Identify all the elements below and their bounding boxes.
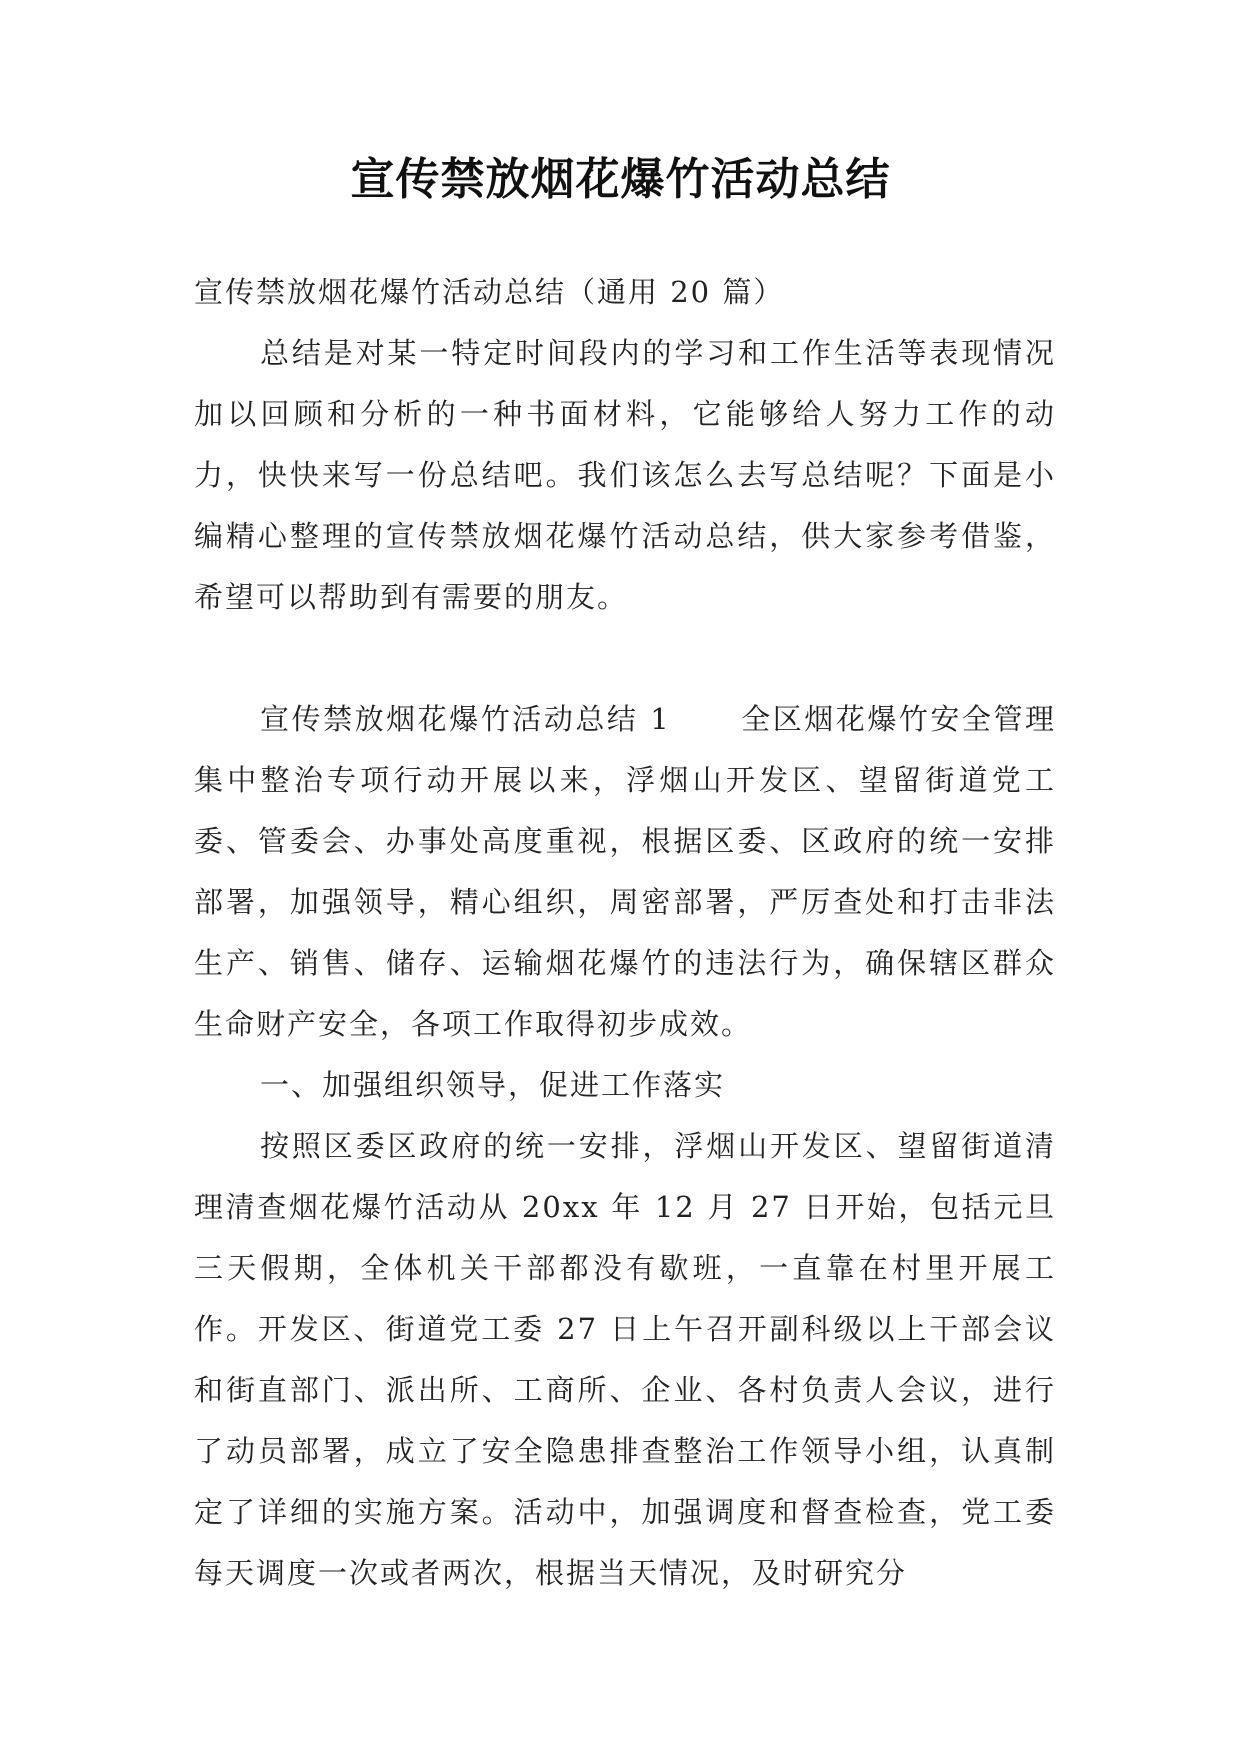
document-body <box>194 262 1056 1604</box>
section-heading-1: 一、加强组织领导，促进工作落实 <box>260 1068 726 1102</box>
body-paragraph-2: 按照区委区政府的统一安排，浮烟山开发区、望留街道清理清查烟花爆竹活动从 20xx 年 12 月 27 日开始，包括元旦三天假期，全体机关干部都没有歇班，一直靠在村里开展工作。开发区、街道党工委 27 日上午召开副科级以上干部会议和街直部门、派出所、工商所、企业、各村负责人会议，进行了动员部署，成立了安全隐患排查整治工作领导小组，认真制定了详细的实施方案。活动中，加强调度和督查检查，党工委每天调度一次或者两次，根据当天情况，及时研究分 <box>194 1129 1056 1590</box>
section-1-paragraph: 宣传禁放烟花爆竹活动总结 1 全区烟花爆竹安全管理集中整治专项行动开展以来，浮烟山开发区、望留街道党工委、管委会、办事处高度重视，根据区委、区政府的统一安排部署，加强领导，精心组织，周密部署，严厉查处和打击非法生产、销售、储存、运输烟花爆竹的违法行为，确保辖区群众生命财产安全，各项工作取得初步成效。 <box>194 702 1056 1041</box>
paragraph-gap <box>194 628 1056 689</box>
document-subtitle: 宣传禁放烟花爆竹活动总结（通用 20 篇） <box>194 275 785 309</box>
intro-paragraph: 总结是对某一特定时间段内的学习和工作生活等表现情况加以回顾和分析的一种书面材料，它能够给人努力工作的动力，快快来写一份总结吧。我们该怎么去写总结呢？下面是小编精心整理的宣传禁放烟花爆竹活动总结，供大家参考借鉴，希望可以帮助到有需要的朋友。 <box>194 336 1056 614</box>
document-title: 宣传禁放烟花爆竹活动总结 <box>350 154 891 205</box>
